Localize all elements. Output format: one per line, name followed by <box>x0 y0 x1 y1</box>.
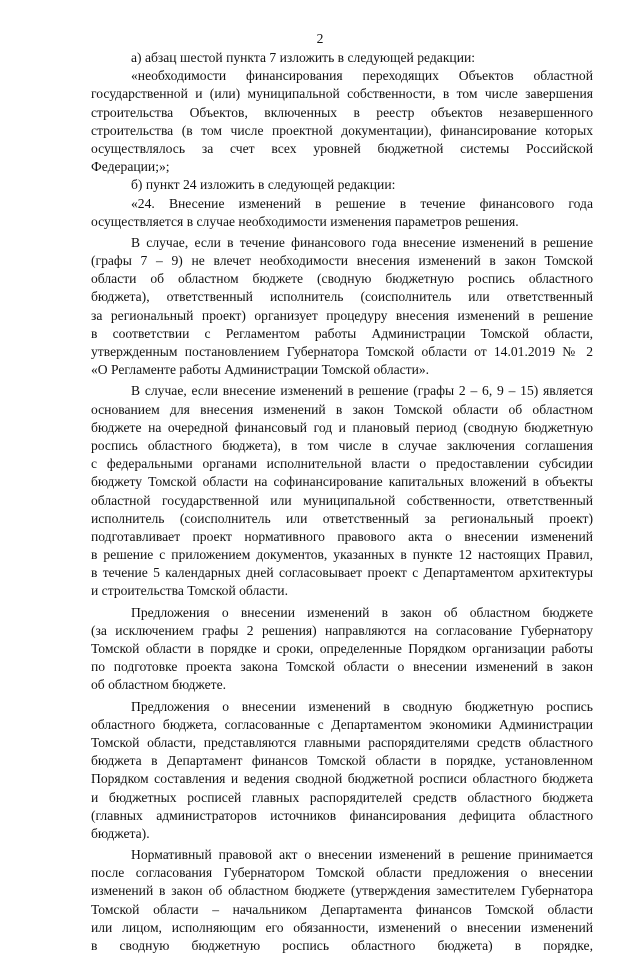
text-line: бюджете на очередной финансовый год и плановый период (сводную бюджетную <box>91 419 593 435</box>
paragraph-p9 <box>91 846 593 955</box>
text-line: «24. Внесение изменений в решение в течение финансового года <box>131 195 593 211</box>
text-line: изменений в закон об областном бюджете (утверждения заместителем Губернатора <box>91 883 593 899</box>
text-line: б) пункт 24 изложить в следующей редакции: <box>131 177 396 193</box>
text-line: (главных администраторов источников финансирования дефицита областного <box>91 807 593 823</box>
text-line: (за исключением графы 2 решения) направляются на согласование Губернатору <box>91 622 593 638</box>
text-line: областного бюджета, согласованные с Департаментом экономики Администрации <box>91 716 593 732</box>
text-line: областной государственной или муниципальной собственности, ответственный <box>91 492 593 508</box>
text-line: исполнитель (соисполнитель или ответственный за региональный проект) <box>91 510 593 526</box>
text-line: в течение 5 календарных дней согласовывает проект с Департаментом архитектуры <box>91 565 593 581</box>
text-line: и строительства Томской области. <box>91 583 288 599</box>
text-line: Предложения о внесении изменений в сводную бюджетную роспись <box>131 698 593 714</box>
text-line: бюджету Томской области на софинансирование капитальных вложений в объекты <box>91 474 593 490</box>
paragraph-p1 <box>91 49 593 67</box>
text-line: В случае, если внесение изменений в решение (графы 2 – 6, 9 – 15) является <box>131 383 593 399</box>
text-line: В случае, если в течение финансового года внесение изменений в решение <box>131 234 593 250</box>
text-line: Нормативный правовой акт о внесении изменений в решение принимается <box>131 847 593 863</box>
text-line: и бюджетных росписей главных распорядителей средств областного бюджета <box>91 789 593 805</box>
text-line: Порядком составления и ведения сводной бюджетной росписи областного бюджета <box>91 771 593 787</box>
text-line: за региональный проект) организует процедуру внесения изменений в решение <box>91 307 593 323</box>
text-line: бюджета). <box>91 825 150 841</box>
paragraph-p5 <box>91 234 593 380</box>
text-line: бюджета в Департамент финансов Томской области в порядке, установленном <box>91 753 593 769</box>
text-line: Федерации;»; <box>91 159 170 175</box>
paragraph-p4 <box>91 195 593 231</box>
text-line: «О Регламенте работы Администрации Томской области». <box>91 362 430 378</box>
text-line: в сводную бюджетную роспись областного бюджета) в порядке, <box>91 938 593 953</box>
text-line: государственной и (или) муниципальной собственности, в том числе завершения <box>91 86 593 102</box>
text-line: основанием для внесения изменений в закон Томской области об областном <box>91 401 593 417</box>
document-body <box>91 49 593 955</box>
text-line: в соответствии с Регламентом работы Администрации Томской области, <box>91 325 593 341</box>
paragraph-p3 <box>91 176 593 194</box>
text-line: строительства Объектов, включенных в реестр объектов незавершенного <box>91 104 593 120</box>
text-line: Томской области, представляются главными распорядителями средств областного <box>91 734 593 750</box>
paragraph-p8 <box>91 698 593 844</box>
text-line: осуществляется в случае необходимости изменения параметров решения. <box>91 213 519 229</box>
text-line: в решение с приложением документов, указанных в пункте 12 настоящих Правил, <box>91 547 593 563</box>
text-line: с федеральными органами исполнительной власти о предоставлении субсидии <box>91 456 593 472</box>
text-line: Предложения о внесении изменений в закон об областном бюджете <box>131 604 593 620</box>
text-line: Томской области – начальником Департамента финансов Томской области <box>91 901 593 917</box>
text-line: по подготовке проекта закона Томской области о внесении изменений в закон <box>91 659 593 675</box>
text-line: «необходимости финансирования переходящих Объектов областной <box>131 68 593 84</box>
paragraph-p6 <box>91 382 593 600</box>
text-line: бюджета), ответственный исполнитель (соисполнитель или ответственный <box>91 289 593 305</box>
text-line: области об областном бюджете (сводную бюджетную роспись областного <box>91 271 593 287</box>
text-line: Томской области в порядке и сроки, определенные Порядком организации работы <box>91 641 593 656</box>
text-line: утвержденным постановлением Губернатора Томской области от 14.01.2019 № 2 <box>91 344 593 359</box>
text-line: или лицом, исполняющим его обязанности, изменений о внесении изменений <box>91 919 593 935</box>
text-line: а) абзац шестой пункта 7 изложить в следующей редакции: <box>131 50 476 65</box>
text-line: (графы 7 – 9) не влечет необходимости внесения изменений в закон Томской <box>91 253 593 269</box>
page-number: 2 <box>316 31 324 46</box>
paragraph-p7 <box>91 604 593 695</box>
text-line: после согласования Губернатором Томской области предложения о внесении <box>91 865 593 881</box>
text-line: об областном бюджете. <box>91 677 227 693</box>
paragraph-p2 <box>91 67 593 176</box>
text-line: роспись областного бюджета), в том числе в случае заключения соглашения <box>91 437 593 453</box>
text-line: подготавливает проект нормативного правового акта о внесении изменений <box>91 528 593 544</box>
text-line: строительства (в том числе проектной документации), финансирование которых <box>91 122 593 138</box>
text-line: осуществлялось за счет всех уровней бюджетной системы Российской <box>91 140 593 156</box>
